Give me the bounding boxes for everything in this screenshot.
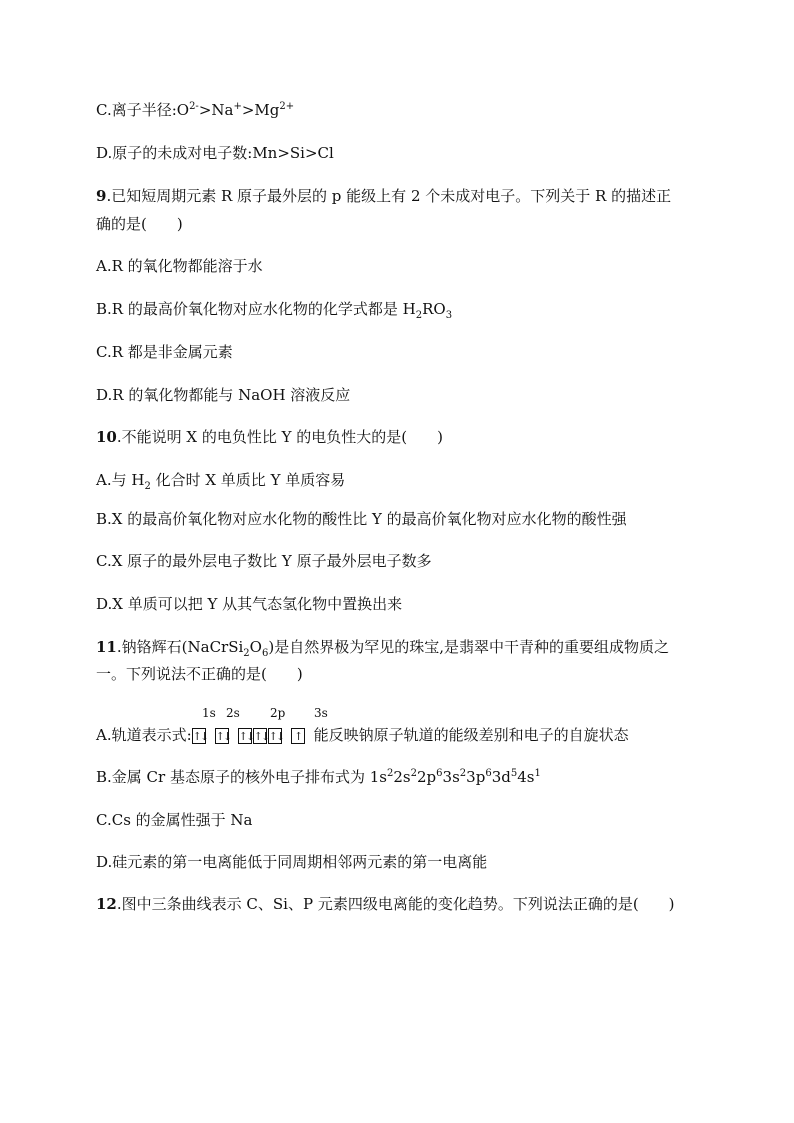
text: >Mg (241, 101, 280, 119)
text: RO (422, 300, 446, 318)
question-number: 9 (96, 187, 107, 205)
question-10 (96, 427, 443, 447)
option-c-11: C.Cs 的金属性强于 Na (96, 811, 253, 829)
orbital-diagram (192, 726, 314, 744)
text: 3p (466, 768, 486, 786)
text: A.轨道表示式: (96, 726, 192, 744)
text: .钠铬辉石(NaCrSi (116, 638, 244, 656)
superscript: 2 (387, 768, 394, 779)
orbital-2p (238, 725, 283, 745)
option-a-10 (96, 470, 345, 490)
option-d-10: D.X 单质可以把 Y 从其气态氢化物中置换出来 (96, 595, 403, 613)
text: >Na (198, 101, 234, 119)
option-d-9: D.R 的氧化物都能与 NaOH 溶液反应 (96, 386, 351, 404)
text: 3s (442, 768, 460, 786)
option-c-10: C.X 原子的最外层电子数比 Y 原子最外层电子数多 (96, 552, 432, 570)
orbital-box: ↑↓ (238, 730, 254, 743)
question-11-line2: 一。下列说法不正确的是( ) (96, 665, 303, 683)
superscript: 2+ (279, 101, 295, 112)
text: O (249, 638, 262, 656)
option-a-9: A.R 的氧化物都能溶于水 (96, 257, 263, 275)
superscript: 5 (510, 768, 518, 779)
question-11 (96, 637, 669, 657)
orbital-box: ↑↓ (215, 730, 231, 743)
subscript: 2 (144, 481, 151, 492)
option-c-8 (96, 100, 294, 120)
orbital-box: ↑↓ (192, 730, 208, 743)
subscript: 3 (445, 310, 453, 321)
superscript: 2 (459, 768, 467, 779)
text: 3d (491, 768, 511, 786)
text: )是自然界极为罕见的珠宝,是翡翠中干青种的重要组成物质之 (268, 638, 669, 656)
text: 4s (517, 768, 535, 786)
subscript: 6 (261, 648, 269, 659)
question-number: 11 (96, 638, 117, 656)
superscript: 2 (410, 768, 417, 779)
text: 2p (417, 768, 437, 786)
superscript: + (233, 101, 242, 112)
question-9-line2: 确的是( ) (96, 215, 183, 233)
orbital-3s (291, 725, 306, 745)
text: C.离子半径:O (96, 101, 190, 119)
orbital-label-2p: 2p (270, 706, 286, 720)
question-number: 12 (96, 895, 117, 913)
orbital-1s (192, 725, 207, 745)
question-number: 10 (96, 428, 117, 446)
superscript: 1 (534, 768, 541, 779)
option-d-11: D.硅元素的第一电离能低于同周期相邻两元素的第一电离能 (96, 853, 488, 871)
orbital-label-3s: 3s (314, 706, 328, 720)
text: 化合时 X 单质比 Y 单质容易 (150, 471, 346, 489)
superscript: 6 (436, 768, 443, 779)
text: 能反映钠原子轨道的能级差别和电子的自旋状态 (313, 726, 629, 744)
option-b-10: B.X 的最高价氧化物对应水化物的酸性比 Y 的最高价氧化物对应水化物的酸性强 (96, 510, 627, 528)
orbital-2s (215, 725, 230, 745)
text: A.与 H (96, 471, 145, 489)
option-b-9 (96, 299, 452, 319)
orbital-label-1s: 1s (202, 706, 216, 720)
question-text: .不能说明 X 的电负性比 Y 的电负性大的是( ) (116, 428, 444, 446)
option-d-8: D.原子的未成对电子数:Mn>Si>Cl (96, 144, 334, 162)
orbital-box: ↑↓ (253, 730, 269, 743)
question-9 (96, 186, 671, 206)
text: 2s (393, 768, 411, 786)
question-text: .图中三条曲线表示 C、Si、P 元素四级电离能的变化趋势。下列说法正确的是( ) (116, 895, 675, 913)
option-c-9: C.R 都是非金属元素 (96, 343, 233, 361)
question-12 (96, 894, 675, 914)
text: B.R 的最高价氧化物对应水化物的化学式都是 H (96, 300, 416, 318)
option-b-11 (96, 767, 541, 787)
subscript: 2 (243, 648, 250, 659)
subscript: 2 (415, 310, 423, 321)
option-a-11 (96, 725, 629, 745)
orbital-box: ↑ (291, 728, 305, 744)
superscript: 6 (485, 768, 492, 779)
superscript: 2- (189, 101, 199, 112)
orbital-box: ↑↓ (268, 730, 284, 743)
text: B.金属 Cr 基态原子的核外电子排布式为 1s (96, 768, 387, 786)
orbital-label-2s: 2s (226, 706, 240, 720)
question-text: .已知短周期元素 R 原子最外层的 p 能级上有 2 个未成对电子。下列关于 R 的描述正 (106, 187, 672, 205)
